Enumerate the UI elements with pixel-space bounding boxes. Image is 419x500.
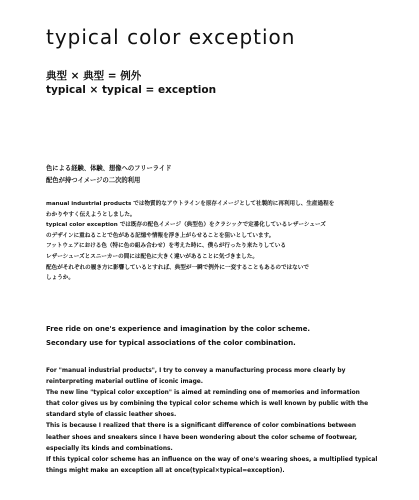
body-jp-line: レザーシューズとスニーカーの間には配色に大きく違いがあることに気づきました。 bbox=[46, 253, 258, 260]
japanese-body bbox=[46, 199, 396, 284]
body-en-line: standard style of classic leather shoes. bbox=[46, 412, 177, 419]
body-jp-line: manual industrial products では物質的なアウトラインを原存イメージとして社製的に再利用し、生産過程を bbox=[46, 201, 335, 207]
body-en-line: things might make an exception all at once(typical×typical=exception). bbox=[46, 467, 285, 474]
body-en-line: especially its kinds and combinations. bbox=[46, 445, 173, 452]
body-jp-line: しょうか。 bbox=[46, 275, 74, 282]
body-en-line: that color gives us by combining the typical color scheme which is well known by public with the bbox=[46, 401, 369, 408]
formula-japanese: 典型 × 典型 = 例外 bbox=[46, 70, 142, 82]
body-en-line: leather shoes and sneakers since I have been wondering about the color scheme of footwear, bbox=[46, 434, 357, 441]
body-jp-line: 配色がそれぞれの履き方に影響しているとすれば、典型が一瞬で例外に一変することもあるのではないで bbox=[46, 264, 309, 271]
page-title: typical color exception bbox=[46, 25, 296, 49]
formula-english: typical × typical = exception bbox=[46, 84, 217, 96]
body-en-line: reinterpreting material outline of iconic image. bbox=[46, 379, 204, 386]
subtitle-jp-line: 色による経験、体験、想像へのフリーライド bbox=[46, 165, 172, 172]
subtitle-jp-line: 配色が持つイメージの二次的利用 bbox=[46, 177, 141, 184]
body-en-line: This is because I realized that there is a significant difference of color combinations between bbox=[46, 423, 357, 430]
body-en-line: For "manual industrial products", I try to convey a manufacturing process more clearly by bbox=[46, 368, 346, 374]
body-jp-line: フットウェアにおける色（特に色の組み合わせ）を考えた時に、僕らが行ったり来たりしている bbox=[46, 243, 286, 250]
english-body bbox=[46, 366, 406, 477]
body-en-line: The new line "typical color exception" is aimed at reminding one of memories and information bbox=[46, 390, 360, 397]
body-jp-line: typical color exception では既存の配色イメージ（典型色）をクラシックで定番化しているレザーシューズ bbox=[46, 222, 326, 229]
body-jp-line: わかりやすく伝えようとしました。 bbox=[46, 211, 136, 218]
english-lead-line: Free ride on one's experience and imagination by the color scheme. bbox=[46, 325, 311, 333]
english-lead-line: Secondary use for typical associations of the color combination. bbox=[46, 339, 296, 347]
body-en-line: If this typical color scheme has an influence on the way of one's wearing shoes, a multiplied typical bbox=[46, 456, 378, 463]
body-jp-line: のデザインに重ねることで色がある記憶や情報を浮き上がらせることを狙いとしています。 bbox=[46, 232, 275, 239]
